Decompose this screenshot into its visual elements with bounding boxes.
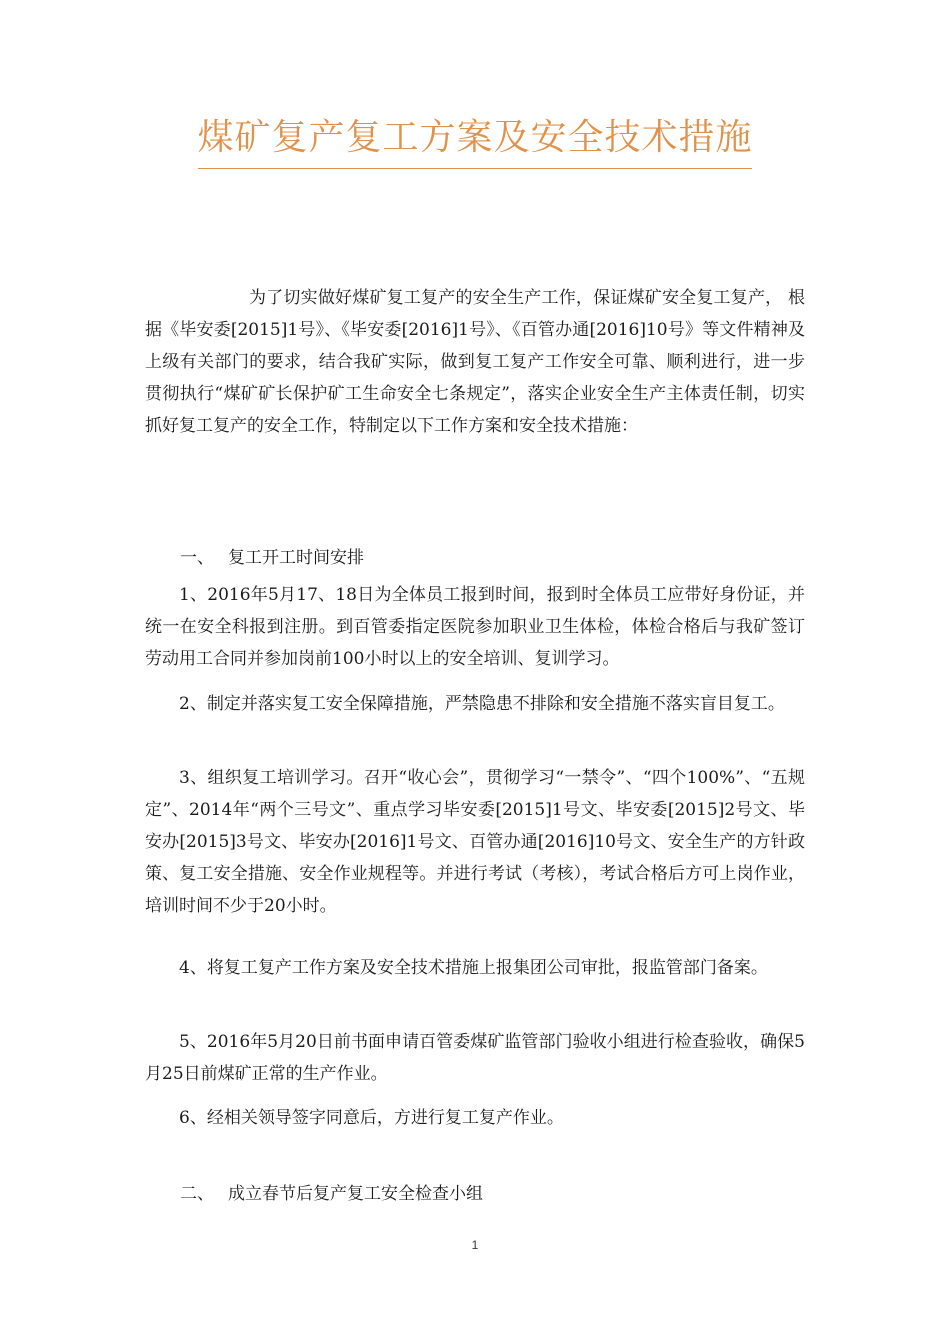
- list-item: 5、2016年5月20日前书面申请百管委煤矿监管部门验收小组进行检查验收，确保5月25日前煤矿正常的生产作业。: [145, 1032, 805, 1084]
- document-title: 煤矿复产复工方案及安全技术措施: [197, 117, 753, 158]
- section-title: 复工开工时间安排: [228, 548, 364, 568]
- page-number: 1: [471, 1238, 479, 1252]
- section-title: 成立春节后复产复工安全检查小组: [228, 1184, 483, 1204]
- section-number: 一、: [180, 548, 214, 568]
- section-heading-2: [180, 1178, 483, 1210]
- section-number: 二、: [180, 1184, 214, 1204]
- intro-paragraph: 为了切实做好煤矿复工复产的安全生产工作，保证煤矿安全复工复产， 根据《毕安委[2015]1号》、《毕安委[2016]1号》、《百管办通[2016]10号》等文件精神及上级有关部门的要求，结合我矿实际，做到复工复产工作安全可靠、顺利进行，进一步贯彻执行“煤矿矿长保护矿工生命安全七条规定”，落实企业安全生产主体责任制，切实抓好复工复产的安全工作，特制定以下工作方案和安全技术措施：: [145, 288, 805, 436]
- section-heading-1: [180, 542, 364, 574]
- list-item: 3、组织复工培训学习。召开“收心会”，贯彻学习“一禁令”、“四个100%”、“五规定”、2014年“两个三号文”、重点学习毕安委[2015]1号文、毕安委[2015]2号文、毕安办[2015]3号文、毕安办[2016]1号文、百管办通[2016]10号文、安全生产的方针政策、复工安全措施、安全作业规程等。并进行考试（考核），考试合格后方可上岗作业，培训时间不少于20小时。: [145, 768, 805, 916]
- list-item: 2、制定并落实复工安全保障措施，严禁隐患不排除和安全措施不落实盲目复工。: [179, 694, 785, 714]
- title-underline: [198, 168, 752, 169]
- list-item: 6、经相关领导签字同意后，方进行复工复产作业。: [179, 1108, 564, 1128]
- list-item: 1、2016年5月17、18日为全体员工报到时间，报到时全体员工应带好身份证，并统一在安全科报到注册。到百管委指定医院参加职业卫生体检，体检合格后与我矿签订劳动用工合同并参加岗前100小时以上的安全培训、复训学习。: [145, 585, 805, 669]
- list-item: 4、将复工复产工作方案及安全技术措施上报集团公司审批，报监管部门备案。: [179, 958, 768, 978]
